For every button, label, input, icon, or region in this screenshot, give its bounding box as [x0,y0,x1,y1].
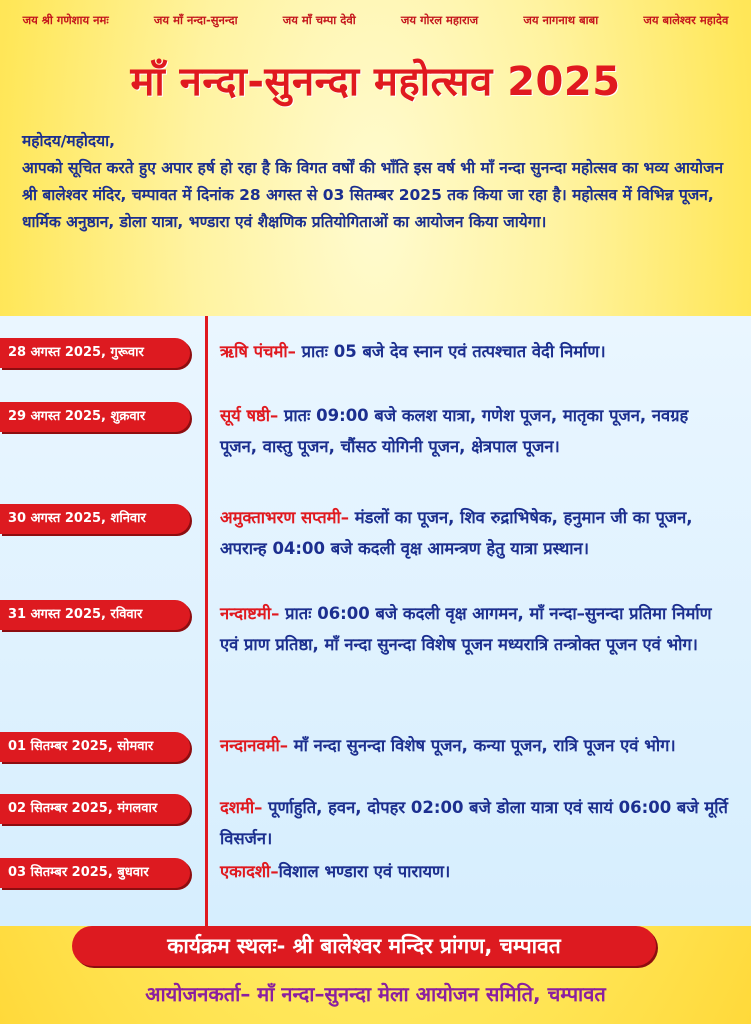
date-badge: 02 सितम्बर 2025, मंगलवार [0,794,190,824]
event-item [220,502,730,564]
deity-salutation-bar [0,8,751,32]
event-details: प्रातः 06:00 बजे कदली वृक्ष आगमन, माँ नन्दा–सुनन्दा प्रतिमा निर्माण एवं प्राण प्रतिष्ठा, माँ नन्दा सुनन्दा विशेष पूजन मध्यरात्रि तन्त्रोक्त पूजन एवं भोग। [220,604,712,654]
event-details: प्रातः 05 बजे देव स्नान एवं तत्पश्चात वेदी निर्माण। [295,342,606,361]
event-name: दशमी– [220,798,263,817]
date-badge: 31 अगस्त 2025, रविवार [0,600,190,630]
page-title: माँ नन्दा-सुनन्दा महोत्सव 2025 [130,59,621,105]
event-name: अमुक्ताभरण सप्तमी– [220,508,350,527]
schedule-panel [0,316,751,926]
event-item [220,856,730,887]
event-name: एकादशी– [220,862,279,881]
event-name: ऋषि पंचमी– [220,342,296,361]
deity-salutation: जय श्री गणेशाय नमः [22,12,109,27]
event-details: माँ नन्दा सुनन्दा विशेष पूजन, कन्या पूजन, रात्रि पूजन एवं भोग। [288,736,676,755]
event-item [220,730,730,761]
intro-body: आपको सूचित करते हुए अपार हर्ष हो रहा है कि विगत वर्षों की भाँति इस वर्ष भी माँ नन्दा सुनन्दा महोत्सव का भव्य आयोजन श्री बालेश्वर मंदिर, चम्पावत में दिनांक 28 अगस्त से 03 सितम्बर 2025 तक किया जा रहा है। महोत्सव में विभिन्न पूजन, धार्मिक अनुष्ठान, डोला यात्रा, भण्डारा एवं शैक्षणिक प्रतियोगिताओं का आयोजन किया जायेगा। [22,159,724,231]
event-details: पूर्णाहुति, हवन, दोपहर 02:00 बजे डोला यात्रा एवं सायं 06:00 बजे मूर्ति विसर्जन। [220,798,728,848]
deity-salutation: जय माँ नन्दा-सुनन्दा [153,12,238,27]
event-item [220,336,730,367]
event-name: सूर्य षष्ठी– [220,406,279,425]
event-name: नन्दानवमी– [220,736,289,755]
event-name: नन्दाष्टमी– [220,604,280,623]
date-column [0,316,200,926]
date-badge: 29 अगस्त 2025, शुक्रवार [0,402,190,432]
event-item [220,400,730,462]
schedule-divider [205,316,208,926]
event-item [220,792,730,854]
intro-text [22,128,732,236]
event-details: प्रातः 09:00 बजे कलश यात्रा, गणेश पूजन, मातृका पूजन, नवग्रह पूजन, वास्तु पूजन, चौंसठ योगिनी पूजन, क्षेत्रपाल पूजन। [220,406,689,456]
deity-salutation: जय माँ चम्पा देवी [282,12,356,27]
date-badge: 03 सितम्बर 2025, बुधवार [0,858,190,888]
deity-salutation: जय नागनाथ बाबा [523,12,599,27]
event-item [220,598,730,660]
venue-banner: कार्यक्रम स्थलः- श्री बालेश्वर मन्दिर प्रांगण, चम्पावत [72,926,656,966]
deity-salutation: जय बालेश्वर महादेव [643,12,729,27]
salutation: महोदय/महोदया, [22,132,116,150]
date-badge: 30 अगस्त 2025, शनिवार [0,504,190,534]
event-details: विशाल भण्डारा एवं पारायण। [278,862,451,881]
date-badge: 28 अगस्त 2025, गुरूवार [0,338,190,368]
organizer-line: आयोजनकर्ता– माँ नन्दा–सुनन्दा मेला आयोजन समिति, चम्पावत [145,982,606,1006]
event-list [220,316,730,926]
deity-salutation: जय गोरल महाराज [400,12,479,27]
event-details: मंडलों का पूजन, शिव रुद्राभिषेक, हनुमान जी का पूजन, अपरान्ह 04:00 बजे कदली वृक्ष आमन्त्रण हेतु यात्रा प्रस्थान। [220,508,693,558]
date-badge: 01 सितम्बर 2025, सोमवार [0,732,190,762]
